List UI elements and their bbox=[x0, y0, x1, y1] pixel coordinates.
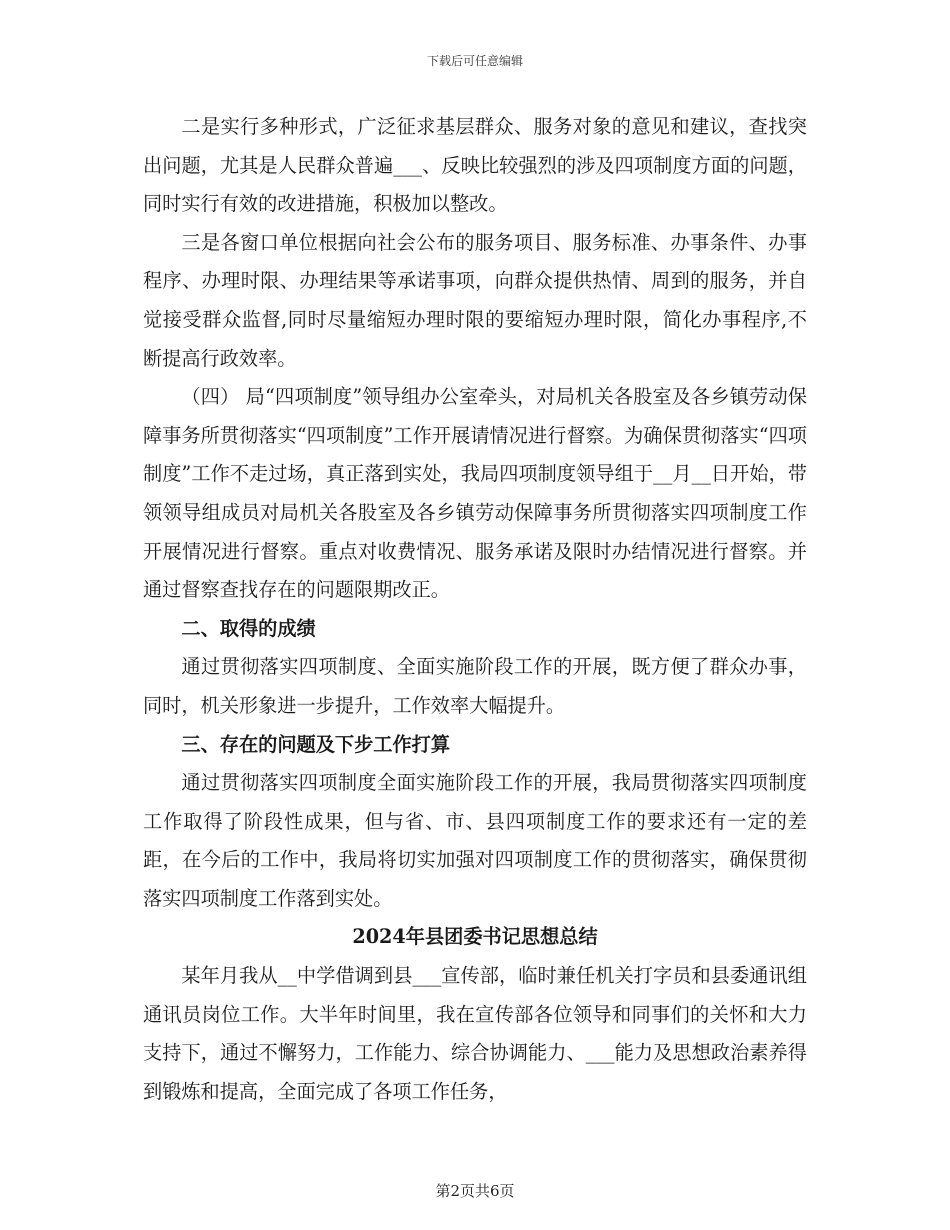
document-body bbox=[143, 108, 807, 1111]
header-note: 下载后可任意编辑 bbox=[426, 54, 523, 68]
paragraph-achievements: 通过贯彻落实四项制度、全面实施阶段工作的开展，既方便了群众办事，同时，机关形象进一步提升，工作效率大幅提升。 bbox=[143, 655, 807, 717]
paragraph-public-opinion: 二是实行多种形式，广泛征求基层群众、服务对象的意见和建议，查找突出问题，尤其是人民群众普遍___、反映比较强烈的涉及四项制度方面的问题，同时实行有效的改进措施，积极加以整改。 bbox=[143, 115, 807, 216]
page-number: 第2页共6页 bbox=[435, 1182, 515, 1200]
paragraph-summary-intro: 某年月我从__中学借调到县___宣传部，临时兼任机关打字员和县委通讯组通讯员岗位工作。大半年时间里，我在宣传部各位领导和同事们的关怀和大力支持下，通过不懈努力，工作能力、综合协调能力、___能力及思想政治素养得到锻炼和提高，全面完成了各项工作任务， bbox=[143, 964, 807, 1103]
paragraph-problems: 通过贯彻落实四项制度全面实施阶段工作的开展，我局贯彻落实四项制度工作取得了阶段性成果，但与省、市、县四项制度工作的要求还有一定的差距，在今后的工作中，我局将切实加强对四项制度工作的贯彻落实，确保贯彻落实四项制度工作落到实处。 bbox=[143, 771, 807, 910]
section-heading-problems: 三、存在的问题及下步工作打算 bbox=[181, 732, 451, 756]
article-title: 2024年县团委书记思想总结 bbox=[352, 925, 598, 949]
section-heading-achievements: 二、取得的成绩 bbox=[181, 616, 316, 640]
paragraph-supervision: （四） 局“四项制度”领导组办公室牵头，对局机关各股室及各乡镇劳动保障事务所贯彻落实“四项制度”工作开展请情况进行督察。为确保贯彻落实“四项制度”工作不走过场，真正落到实处，我局四项制度领导组于__月__日开始，带领领导组成员对局机关各股室及各乡镇劳动保障事务所贯彻落实四项制度工作开展情况进行督察。重点对收费情况、服务承诺及限时办结情况进行督察。并通过督察查找存在的问题限期改正。 bbox=[143, 385, 807, 602]
paragraph-window-units: 三是各窗口单位根据向社会公布的服务项目、服务标准、办事条件、办事程序、办理时限、办理结果等承诺事项，向群众提供热情、周到的服务，并自觉接受群众监督,同时尽量缩短办理时限的要缩短办理时限，简化办事程序,不断提高行政效率。 bbox=[143, 230, 807, 370]
